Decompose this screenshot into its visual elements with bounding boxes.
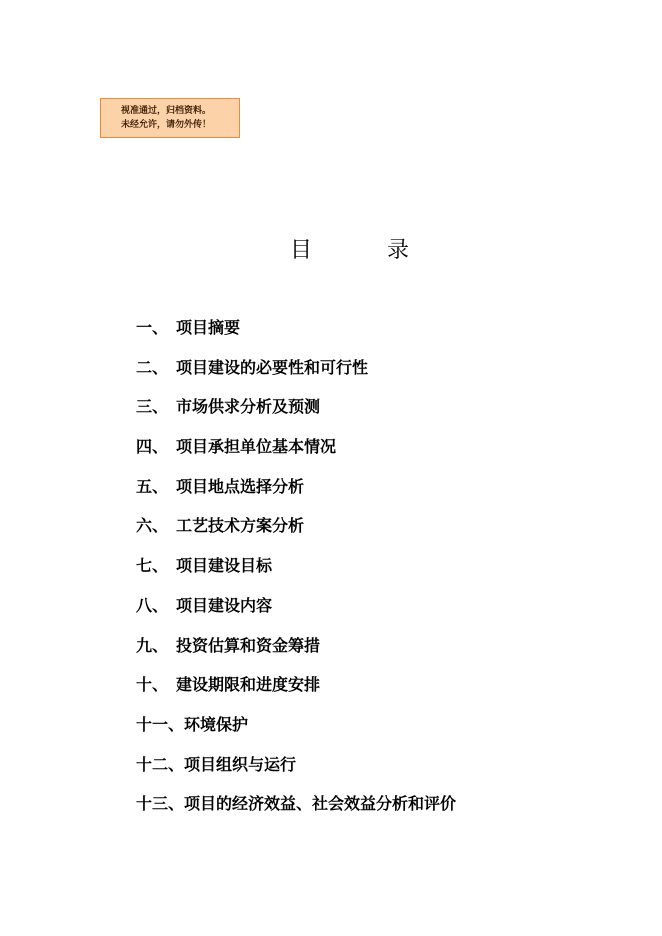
page-title bbox=[0, 236, 662, 266]
toc-item-number: 九、 bbox=[136, 635, 169, 655]
confidential-stamp bbox=[100, 98, 240, 138]
stamp-line-2: 未经允许，请勿外传！ bbox=[121, 120, 212, 130]
toc-item-number: 六、 bbox=[136, 516, 169, 536]
toc-item-text: 市场供求分析及预测 bbox=[176, 397, 321, 417]
toc-item bbox=[136, 753, 636, 793]
toc-item-number: 八、 bbox=[136, 595, 169, 615]
toc-item-text: 项目建设内容 bbox=[176, 595, 273, 615]
title-char-2: 录 bbox=[387, 238, 410, 263]
stamp-line-1: 视准通过，归档资料。 bbox=[121, 106, 212, 116]
toc-item bbox=[136, 395, 636, 435]
toc-item-number: 二、 bbox=[136, 357, 169, 377]
toc-item-number: 三、 bbox=[136, 397, 169, 417]
toc-item bbox=[136, 792, 636, 832]
toc-item bbox=[136, 356, 636, 396]
toc-item-text: 建设期限和进度安排 bbox=[176, 675, 321, 695]
toc-item-number: 四、 bbox=[136, 437, 169, 457]
toc-item-text: 项目组织与运行 bbox=[184, 754, 297, 774]
toc-item-number: 一、 bbox=[136, 318, 169, 337]
toc-item-number: 五、 bbox=[136, 476, 169, 496]
table-of-contents bbox=[136, 316, 636, 832]
toc-item-text: 项目建设目标 bbox=[176, 556, 273, 576]
toc-item bbox=[136, 554, 636, 594]
title-char-1: 目 bbox=[290, 238, 313, 263]
toc-item-number: 十二、 bbox=[136, 754, 185, 774]
toc-item-text: 工艺技术方案分析 bbox=[176, 516, 305, 536]
toc-item-text: 项目建设的必要性和可行性 bbox=[176, 357, 369, 377]
toc-item-text: 项目承担单位基本情况 bbox=[176, 437, 337, 457]
toc-item bbox=[136, 514, 636, 554]
toc-item-number: 十一、 bbox=[136, 714, 185, 734]
toc-item bbox=[136, 634, 636, 674]
toc-item-number: 十、 bbox=[136, 675, 169, 695]
toc-item-text: 项目的经济效益、社会效益分析和评价 bbox=[184, 794, 457, 814]
toc-item-number: 七、 bbox=[136, 556, 169, 576]
toc-item bbox=[136, 594, 636, 634]
toc-item bbox=[136, 475, 636, 515]
toc-item-number: 十三、 bbox=[136, 794, 185, 814]
toc-item bbox=[136, 435, 636, 475]
toc-item-text: 环境保护 bbox=[184, 714, 249, 734]
toc-item-text: 投资估算和资金筹措 bbox=[176, 635, 321, 655]
toc-item-text: 项目摘要 bbox=[176, 318, 241, 337]
toc-item bbox=[136, 673, 636, 713]
toc-item bbox=[136, 316, 636, 356]
toc-item-text: 项目地点选择分析 bbox=[176, 476, 305, 496]
toc-item bbox=[136, 713, 636, 753]
